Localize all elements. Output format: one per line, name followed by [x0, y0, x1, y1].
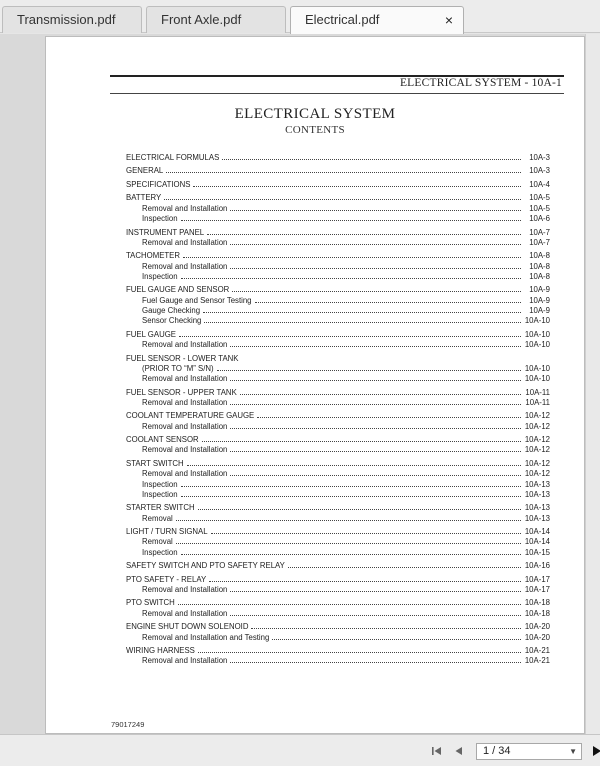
- vertical-scrollbar[interactable]: [585, 34, 600, 734]
- toc-leader-dots: [178, 598, 521, 605]
- page-navigation-bar: [0, 734, 600, 766]
- page-subtitle: CONTENTS: [285, 124, 345, 136]
- toc-row[interactable]: [126, 490, 550, 500]
- toc-entry-text: Inspection: [142, 479, 178, 489]
- toc-leader-dots: [179, 330, 521, 337]
- toc-leader-dots: [207, 228, 521, 235]
- toc-entry-text: COOLANT TEMPERATURE GAUGE: [126, 411, 255, 421]
- toc-leader-dots: [288, 561, 521, 568]
- document-number: 79017249: [111, 720, 145, 729]
- toc-entry-text: SAFETY SWITCH AND PTO SAFETY RELAY: [126, 561, 285, 571]
- toc-row[interactable]: [126, 585, 550, 595]
- toc-leader-dots: [181, 490, 521, 497]
- toc-page-number: 10A-15: [524, 547, 550, 557]
- toc-entry-text: Removal and Installation: [142, 397, 228, 407]
- toc-row[interactable]: [126, 238, 550, 248]
- toc-row[interactable]: [126, 204, 550, 214]
- first-page-icon[interactable]: [430, 744, 444, 758]
- toc-row[interactable]: [126, 469, 550, 479]
- toc-row[interactable]: [126, 527, 550, 537]
- toc-entry-text: Removal and Installation: [142, 237, 228, 247]
- previous-page-icon[interactable]: [452, 744, 466, 758]
- toc-page-number: 10A-12: [524, 435, 550, 445]
- toc-entry-text: Removal and Installation: [142, 469, 228, 479]
- toc-page-number: 10A-9: [529, 295, 550, 305]
- toc-row[interactable]: [126, 480, 550, 490]
- toc-entry-text: LIGHT / TURN SIGNAL: [126, 527, 208, 537]
- toc-leader-dots: [176, 514, 521, 521]
- toc-leader-dots: [183, 251, 521, 258]
- toc-leader-dots: [230, 204, 521, 211]
- toc-row[interactable]: [126, 228, 550, 238]
- toc-row[interactable]: [126, 340, 550, 350]
- toc-entry-text: BATTERY: [126, 193, 162, 203]
- toc-leader-dots: [242, 354, 522, 361]
- toc-entry-text: Removal and Installation and Testing: [142, 632, 270, 642]
- toc-entry-text: Removal and Installation: [142, 374, 228, 384]
- tab-electrical[interactable]: [290, 6, 464, 34]
- toc-page-number: 10A-13: [524, 489, 550, 499]
- toc-page-number: 10A-10: [524, 374, 550, 384]
- toc-leader-dots: [230, 656, 521, 663]
- toc-page-number: 10A-9: [529, 285, 550, 295]
- toc-row[interactable]: [126, 537, 550, 547]
- toc-entry-text: STARTER SWITCH: [126, 503, 195, 513]
- toc-page-number: 10A-12: [524, 421, 550, 431]
- toc-page-number: 10A-8: [529, 271, 550, 281]
- toc-row[interactable]: [126, 374, 550, 384]
- toc-entry-text: Sensor Checking: [142, 316, 202, 326]
- toc-page-number: 10A-12: [524, 445, 550, 455]
- toc-row[interactable]: [126, 633, 550, 643]
- toc-page-number: 10A-12: [524, 411, 550, 421]
- toc-row[interactable]: [126, 330, 550, 340]
- toc-page-number: 10A-13: [524, 503, 550, 513]
- toc-entry-text: PTO SAFETY - RELAY: [126, 574, 207, 584]
- toc-page-number: 10A-13: [524, 513, 550, 523]
- toc-row[interactable]: [126, 153, 550, 163]
- toc-leader-dots: [203, 306, 521, 313]
- toc-leader-dots: [204, 316, 521, 323]
- toc-row[interactable]: [126, 262, 550, 272]
- pdf-page: [45, 36, 585, 734]
- toc-entry-text: Removal and Installation: [142, 421, 228, 431]
- toc-entry-text: Inspection: [142, 547, 178, 557]
- toc-row[interactable]: [126, 296, 550, 306]
- toc-page-number: 10A-18: [524, 598, 550, 608]
- toc-row[interactable]: [126, 251, 550, 261]
- tab-bar: [0, 0, 600, 33]
- toc-row[interactable]: [126, 435, 550, 445]
- toc-entry-text: Fuel Gauge and Sensor Testing: [142, 295, 252, 305]
- toc-page-number: 10A-4: [529, 179, 550, 189]
- toc-row[interactable]: [126, 316, 550, 326]
- toc-leader-dots: [240, 388, 521, 395]
- toc-leader-dots: [181, 548, 521, 555]
- toc-row[interactable]: [126, 561, 550, 571]
- toc-entry-text: Removal and Installation: [142, 340, 228, 350]
- toc-row[interactable]: [126, 180, 550, 190]
- toc-entry-text: (PRIOR TO “M” S/N): [142, 363, 214, 373]
- toc-page-number: 10A-10: [524, 329, 550, 339]
- tab-label: Transmission.pdf: [17, 12, 116, 27]
- toc-leader-dots: [202, 435, 521, 442]
- document-viewer[interactable]: [0, 34, 600, 734]
- toc-row[interactable]: [126, 445, 550, 455]
- toc-page-number: 10A-16: [524, 561, 550, 571]
- toc-leader-dots: [222, 153, 521, 160]
- toc-row[interactable]: [126, 388, 550, 398]
- toc-page-number: 10A-10: [524, 340, 550, 350]
- toc-page-number: 10A-20: [524, 632, 550, 642]
- toc-entry-text: Gauge Checking: [142, 305, 201, 315]
- toc-entry-text: Removal and Installation: [142, 445, 228, 455]
- toc-row[interactable]: [126, 272, 550, 282]
- toc-entry-text: INSTRUMENT PANEL: [126, 227, 205, 237]
- toc-row[interactable]: [126, 398, 550, 408]
- next-page-icon[interactable]: [590, 744, 600, 758]
- toc-page-number: 10A-21: [524, 656, 550, 666]
- tab-label: Front Axle.pdf: [161, 12, 242, 27]
- toc-leader-dots: [251, 622, 521, 629]
- toc-row[interactable]: [126, 598, 550, 608]
- toc-leader-dots: [230, 262, 521, 269]
- toc-row[interactable]: [126, 548, 550, 558]
- toc-leader-dots: [187, 459, 521, 466]
- header-rule-lower: [110, 93, 564, 94]
- toc-entry-text: Inspection: [142, 271, 178, 281]
- toc-page-number: 10A-5: [529, 193, 550, 203]
- toc-leader-dots: [181, 214, 521, 221]
- toc-row[interactable]: [126, 656, 550, 666]
- toc-row[interactable]: [126, 575, 550, 585]
- toc-row[interactable]: [126, 503, 550, 513]
- toc-leader-dots: [211, 527, 521, 534]
- toc-entry-text: Removal and Installation: [142, 261, 228, 271]
- toc-page-number: 10A-14: [524, 527, 550, 537]
- dropdown-icon[interactable]: ▼: [569, 747, 577, 756]
- toc-row[interactable]: [126, 622, 550, 632]
- toc-page-number: 10A-5: [529, 203, 550, 213]
- toc-entry-text: PTO SWITCH: [126, 598, 175, 608]
- toc-page-number: 10A-6: [529, 214, 550, 224]
- toc-page-number: 10A-13: [524, 479, 550, 489]
- toc-entry-text: FUEL SENSOR - UPPER TANK: [126, 387, 237, 397]
- toc-leader-dots: [230, 398, 521, 405]
- toc-leader-dots: [272, 633, 521, 640]
- toc-entry-text: GENERAL: [126, 166, 164, 176]
- toc-page-number: 10A-14: [524, 537, 550, 547]
- toc-leader-dots: [230, 340, 521, 347]
- toc-leader-dots: [181, 272, 521, 279]
- toc-page-number: 10A-3: [529, 166, 550, 176]
- toc-leader-dots: [198, 503, 521, 510]
- toc-leader-dots: [176, 537, 521, 544]
- toc-entry-text: Removal and Installation: [142, 203, 228, 213]
- toc-entry-text: SPECIFICATIONS: [126, 179, 191, 189]
- toc-row[interactable]: [126, 285, 550, 295]
- toc-leader-dots: [230, 238, 521, 245]
- toc-page-number: 10A-7: [529, 237, 550, 247]
- toc-leader-dots: [255, 296, 521, 303]
- toc-row[interactable]: [126, 354, 550, 364]
- toc-page-number: 10A-11: [525, 387, 550, 397]
- toc-page-number: 10A-12: [524, 469, 550, 479]
- toc-page-number: 10A-9: [529, 305, 550, 315]
- tab-label: Electrical.pdf: [305, 12, 380, 27]
- toc-row[interactable]: [126, 193, 550, 203]
- toc-row[interactable]: [126, 514, 550, 524]
- toc-row[interactable]: [126, 422, 550, 432]
- toc-entry-text: Removal and Installation: [142, 608, 228, 618]
- page-number-select[interactable]: [476, 743, 582, 760]
- toc-page-number: 10A-3: [529, 153, 550, 162]
- toc-page-number: 10A-8: [529, 261, 550, 271]
- toc-leader-dots: [230, 445, 521, 452]
- close-icon[interactable]: ×: [444, 12, 453, 28]
- toc-entry-text: Removal: [142, 537, 173, 547]
- toc-leader-dots: [230, 609, 521, 616]
- toc-page-number: 10A-18: [524, 608, 550, 618]
- toc-leader-dots: [230, 585, 521, 592]
- toc-entry-text: Removal and Installation: [142, 656, 228, 666]
- toc-entry-text: START SWITCH: [126, 458, 184, 468]
- toc-row[interactable]: [126, 214, 550, 224]
- toc-leader-dots: [230, 374, 521, 381]
- toc-row[interactable]: [126, 166, 550, 176]
- toc-row[interactable]: [126, 306, 550, 316]
- toc-page-number: 10A-10: [524, 316, 550, 326]
- toc-row[interactable]: [126, 459, 550, 469]
- tab-front-axle[interactable]: [146, 6, 286, 33]
- toc-leader-dots: [209, 575, 521, 582]
- toc-entry-text: COOLANT SENSOR: [126, 435, 199, 445]
- toc-entry-text: Inspection: [142, 214, 178, 224]
- toc-entry-text: ELECTRICAL FORMULAS: [126, 153, 220, 162]
- toc-leader-dots: [217, 364, 521, 371]
- running-head: ELECTRICAL SYSTEM - 10A-1: [399, 77, 562, 89]
- toc-leader-dots: [230, 422, 521, 429]
- toc-leader-dots: [230, 469, 521, 476]
- toc-page-number: 10A-12: [524, 458, 550, 468]
- toc-row[interactable]: [126, 411, 550, 421]
- tab-transmission[interactable]: [2, 6, 142, 33]
- toc-row[interactable]: [126, 364, 550, 374]
- toc-entry-text: FUEL SENSOR - LOWER TANK: [126, 353, 239, 363]
- toc-page-number: 10A-10: [524, 363, 550, 373]
- toc-page-number: 10A-11: [525, 397, 550, 407]
- toc-leader-dots: [257, 411, 521, 418]
- toc-page-number: 10A-7: [529, 227, 550, 237]
- toc-leader-dots: [181, 480, 521, 487]
- toc-entry-text: WIRING HARNESS: [126, 646, 195, 656]
- page-title: ELECTRICAL SYSTEM: [234, 106, 396, 122]
- toc-leader-dots: [232, 285, 521, 292]
- toc-entry-text: Removal: [142, 513, 173, 523]
- page-indicator: 1 / 34: [483, 745, 511, 757]
- toc-entry-text: FUEL GAUGE: [126, 329, 176, 339]
- toc-entry-text: Inspection: [142, 489, 178, 499]
- toc-page-number: 10A-20: [524, 622, 550, 632]
- toc-leader-dots: [166, 166, 521, 173]
- toc-row[interactable]: [126, 609, 550, 619]
- toc-page-number: 10A-8: [529, 251, 550, 261]
- toc-page-number: 10A-17: [524, 584, 550, 594]
- toc-leader-dots: [193, 180, 521, 187]
- toc-entry-text: ENGINE SHUT DOWN SOLENOID: [126, 622, 249, 632]
- toc-entry-text: Removal and Installation: [142, 584, 228, 594]
- toc-entry-text: TACHOMETER: [126, 251, 180, 261]
- toc-leader-dots: [164, 193, 521, 200]
- toc-entry-text: FUEL GAUGE AND SENSOR: [126, 285, 230, 295]
- toc-leader-dots: [198, 646, 521, 653]
- toc-page-number: 10A-21: [524, 646, 550, 656]
- toc-row[interactable]: [126, 646, 550, 656]
- toc-page-number: 10A-17: [524, 574, 550, 584]
- table-of-contents: [126, 153, 550, 667]
